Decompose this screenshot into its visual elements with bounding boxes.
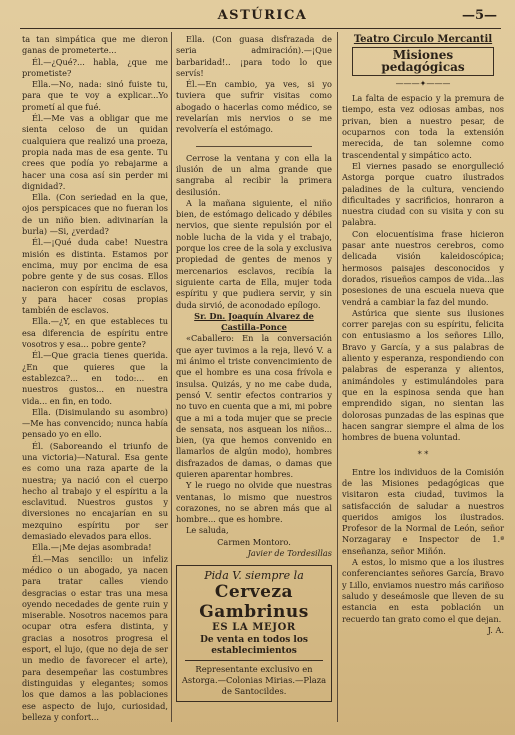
- paragraph: Ella. (Disimulando su asombro) —Me has convencido; nunca había pensado yo en ello.: [22, 406, 168, 440]
- paragraph: Entre los individuos de la Comisión de las Misiones pedagógicas que visitaron esta ciudad, tuvimos la satisfacción de saludar a nuestros queridos amigos los ilustrados. Profesor de la Normal de León, señor Norzagaray e Inspector de 1.ª enseñanza, señor Miñón.: [342, 466, 504, 556]
- paragraph: La falta de espacio y la premura de tiempo, esta vez odiosas ambas, nos privan, bien a nuestro pesar, de ocuparnos con toda la extensión merecida, de tan solemne como trascendental y simpático acto.: [342, 93, 504, 160]
- paragraph: Él. (Saboreando el triunfo de una victoria)—Natural. Esa gente es como una raza aparte de la nuestra; ya nació con el cuerpo hecho al trabajo y el espíritu a la esclavitud. Nuestros gustos y diversiones no encajarían en su mezquino espíritu por ser demasiado elevados para ellos.: [22, 440, 168, 542]
- paragraph: Ella.—¿Y, en que estableces tu esa diferencia de espíritu entre vosotros y esa... pobre gente?: [22, 316, 168, 350]
- paragraph: ta tan simpática que me dieron ganas de prometerte...: [22, 34, 168, 56]
- paragraph: El viernes pasado se enorgulleció Astorga porque cuatro ilustrados paladines de la cultura, venciendo dificultades y sacrificios, honraron a nuestra ciudad con su visita y con su palabra.: [342, 160, 504, 228]
- paragraph: Y le ruego no olvide que nuestras ventanas, lo mismo que nuestros corazones, no se abren más que al hombre... que es hombre.: [176, 480, 332, 525]
- ornament: ———✦———: [395, 78, 451, 88]
- page-number: —5—: [461, 8, 497, 23]
- paragraph: Él.—¡Qué duda cabe! Nuestra misión es distinta. Estamos por encima, muy por encima de esa pobre gente y de sus cosas. Ellos nacieron con espíritu de esclavos, y para hacer cosas propias también de esclavos.: [22, 237, 168, 316]
- paragraph: Con elocuentísima frase hicieron pasar ante nuestros cerebros, como delicada visión kaleidoscópica; hermosos paisajes desconocidos y dorados, risueños campos de vida...las posesiones de una escuela nueva que vendrá a cambiar la faz del mundo.: [342, 228, 504, 307]
- column-divider-1: [171, 32, 172, 722]
- paragraph: «Caballero: En la conversación que ayer tuvimos a la reja, llevó V. a mi ánimo el triste convencimiento de que el hombre es una cosa frívola e insulsa. Quizás, y no me cabe duda, pensó V. sentir efectos contrarios y no tuvo en cuenta que a mi, mi pobre que a mi a toda mujer que se precie de sensata, nos asquean los niños... bien, (ya que hemos convenido en llamarlos de algún modo), hombres disfrazados de damas, o damas que quieren aparentar hombres.: [176, 333, 332, 479]
- ad-brand: Cerveza Gambrinus: [199, 581, 309, 622]
- section-separator: [196, 140, 312, 147]
- author-signature: Javier de Tordesillas: [247, 548, 332, 559]
- paragraph: Él.—Que gracia tienes querida. ¿En que quieres que la establezca?... en todo:... en nuestros gustos... en nuestra vida... en fin, en todo.: [22, 350, 168, 406]
- paragraph: Le saluda,: [186, 525, 229, 536]
- column-divider-2: [337, 32, 338, 722]
- section-kicker: Teatro Circulo Mercantil: [353, 34, 493, 45]
- page-title: ASTÚRICA: [217, 8, 308, 23]
- letter-signature: Carmen Montoro.: [217, 536, 291, 547]
- paragraph: Ella. (Con guasa disfrazada de seria admiración).—¡Que barbaridad!.. ¡para todo lo que servís!: [176, 34, 332, 78]
- beer-advertisement: [176, 565, 332, 701]
- page-header: [20, 8, 505, 28]
- paragraph: A estos, lo mismo que a los ilustres conferenciantes señores García, Bravo y Lillo, enviamos nuestro más cariñoso saludo y deseámosle que lleven de su estancia en esta población un recuerdo tan grato como el que dejan.: [342, 557, 504, 624]
- ad-representative: Representante exclusivo en Astorga.—Colonias Mirias.—Plaza de Santocildes.: [181, 663, 327, 696]
- paragraph: Él.—En cambio, ya ves, si yo tuviera que sufrir visitas como abogado o hacerlas como médico, se revelarían mis nervios o se me revolvería el estómago.: [176, 79, 332, 135]
- ad-slogan: ES LA MEJOR: [212, 621, 296, 633]
- paragraph: Cerrose la ventana y con ella la ilusión de un alma grande que sangraba al recibir la primera desilusión.: [176, 152, 332, 197]
- column-1: [22, 34, 168, 723]
- article-headline: Misiones pedagógicas: [352, 47, 494, 76]
- article-signature: J. A.: [487, 624, 504, 635]
- column-3: [342, 34, 504, 636]
- letter-addressee: Sr. Dn. Joaquín Alvarez de Castilla-Ponce: [194, 310, 314, 333]
- paragraph: Ella.—¡Me dejas asombrada!: [32, 542, 152, 553]
- paragraph: Astúrica que siente sus ilusiones correr parejas con su espíritu, felicita con entusiasmo a los señores Lillo, Bravo y García, y a sus palabras de aliento y esperanza, respondiendo con palabras de esperanza y alientos, animándoles y estimulándoles para que en la espinosa senda que han emprendido sigan, no sientan las dolorosas punzadas de las espinas que hacen sangrar siempre el alma de los hombres de buena voluntad.: [342, 307, 504, 443]
- ad-line-1: Pida V. siempre la: [204, 569, 304, 583]
- section-asterisks: * *: [417, 449, 429, 460]
- paragraph: Él.—Me vas a obligar que me sienta celoso de un quidan cualquiera que realizó una proeza, propia nada mas de esa gente. Tu crees que podía yo rebajarme a hacer una cosa así sin perder mi dignidad?.: [22, 113, 168, 191]
- paragraph: A la mañana siguiente, el niño bien, de estómago delicado y débiles nervios, que siente repulsión por el noble lucha de la vida y el trabajo, porque los cree de la sola y exclusiva propiedad de gentes de menos y mercenarios esclavos, recibía la siguiente carta de Ella, mujer toda espíritu y que pudiera servir, y sin duda sirvió, de aconodado epílogo.: [176, 197, 332, 310]
- paragraph: Ella. (Con seriedad en la que, ojos perspicaces que no fueran los de un niño bien. adivinarían la burla) —Si, ¿verdad?: [22, 192, 168, 237]
- column-2: [176, 34, 332, 702]
- paragraph: Él.—Mas sencillo: un infeliz médico o un abogado, ya nacen para tratar calles viendo desgracias o estar tras una mesa oyendo necedades de gente ruin y miserable. Nosotros nacemos para ocupar otra esfera distinta, y gracias a nosotros progresa el esport, el lujo, (que no deja de ser un medio de favorecer el arte), para desempeñar las costumbres distinguidas y elegantes; somos los que damos a las poblaciones ese aspecto de lujo, curiosidad, belleza y confort...: [22, 553, 168, 722]
- paragraph: Él.—¿Qué?... habla, ¿que me prometiste?: [22, 56, 168, 78]
- paragraph: Ella.—No, nada: sinó fuiste tu, para que te voy a explicar...Yo prometí al que fué.: [22, 79, 168, 112]
- header-rule: [20, 28, 501, 29]
- ad-availability: De venta en todos los establecimientos: [185, 635, 323, 661]
